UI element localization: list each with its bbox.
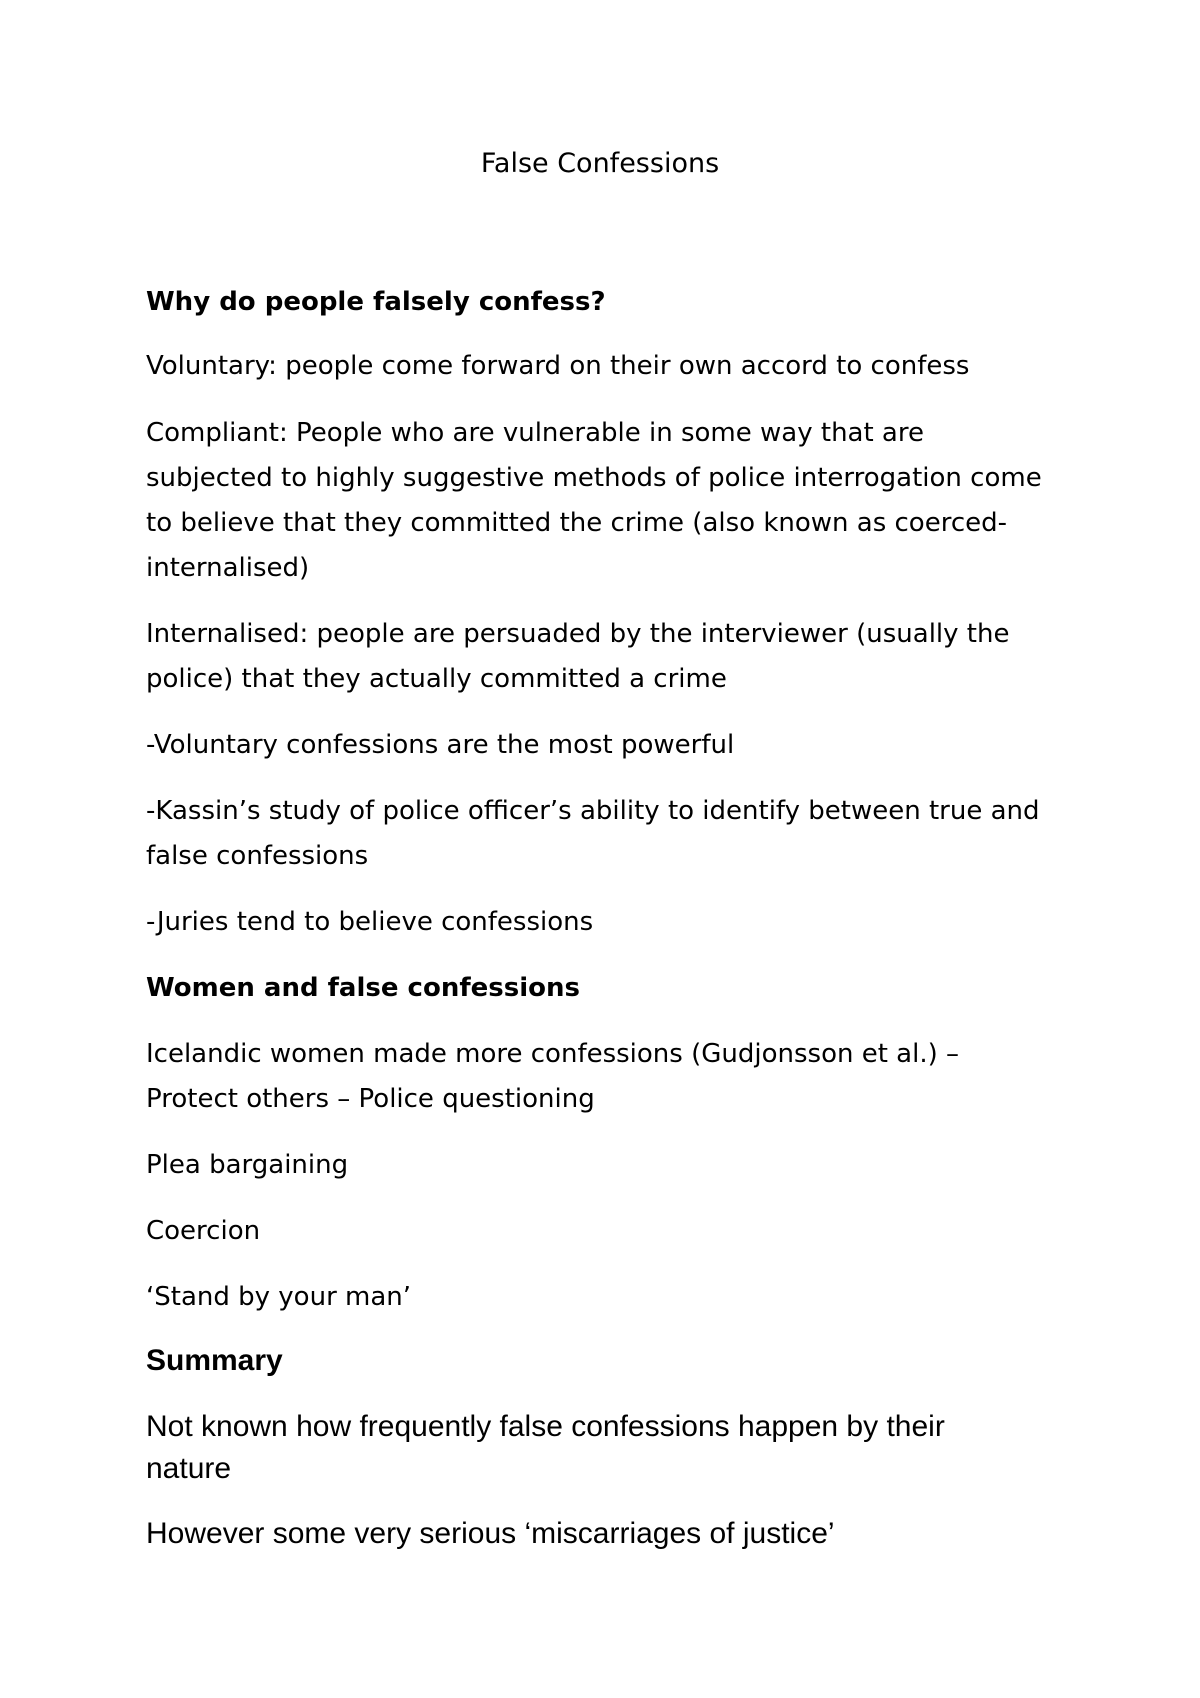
paragraph-icelandic-line-1: Icelandic women made more confessions (Gudjonsson et al.) – — [146, 1039, 960, 1069]
paragraph-stand-by-your-man: ‘Stand by your man’ — [146, 1282, 412, 1312]
note-kassin-line-2: false confessions — [146, 841, 369, 871]
heading-women: Women and false confessions — [146, 973, 580, 1003]
heading-why: Why do people falsely confess? — [146, 287, 606, 317]
paragraph-plea-bargaining: Plea bargaining — [146, 1150, 349, 1180]
paragraph-voluntary: Voluntary: people come forward on their own accord to confess — [146, 351, 970, 381]
paragraph-icelandic-line-2: Protect others – Police questioning — [146, 1084, 595, 1114]
summary-line-2: However some very serious ‘miscarriages of justice’ — [146, 1517, 835, 1550]
summary-line-1b: nature — [146, 1452, 232, 1485]
paragraph-internalised-line-2: police) that they actually committed a crime — [146, 664, 727, 694]
paragraph-compliant-line-2: subjected to highly suggestive methods of police interrogation come — [146, 463, 1042, 493]
paragraph-compliant-line-1: Compliant: People who are vulnerable in some way that are — [146, 418, 924, 448]
paragraph-compliant-line-4: internalised) — [146, 553, 310, 583]
document-title: False Confessions — [480, 148, 720, 179]
paragraph-internalised-line-1: Internalised: people are persuaded by the interviewer (usually the — [146, 619, 1010, 649]
summary-line-1a: Not known how frequently false confessions happen by their — [146, 1410, 945, 1443]
note-kassin-line-1: -Kassin’s study of police officer’s ability to identify between true and — [146, 796, 1040, 826]
paragraph-compliant-line-3: to believe that they committed the crime (also known as coerced- — [146, 508, 1008, 538]
paragraph-coercion: Coercion — [146, 1216, 261, 1246]
heading-summary: Summary — [146, 1344, 283, 1377]
note-juries: -Juries tend to believe confessions — [146, 907, 594, 937]
note-voluntary-powerful: -Voluntary confessions are the most powerful — [146, 730, 735, 760]
